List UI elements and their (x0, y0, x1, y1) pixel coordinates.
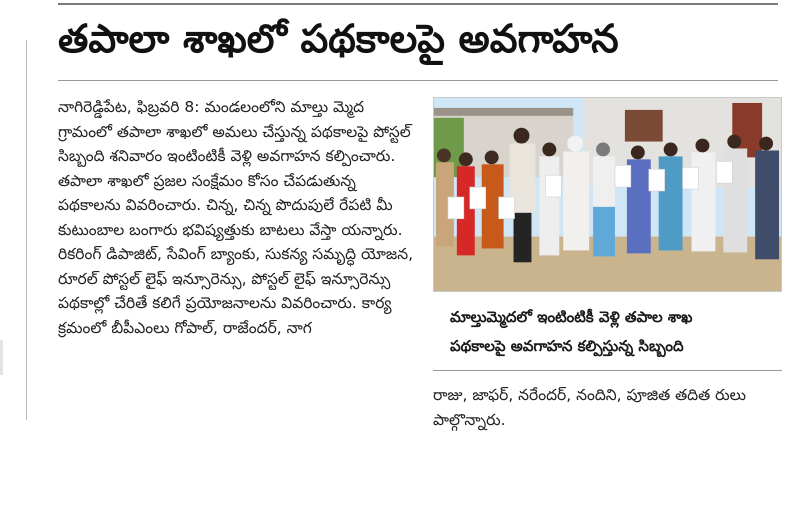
person-4-head (514, 128, 530, 144)
leaflet-5 (615, 165, 631, 187)
caption-line-1: మాల్తుమ్మెదలో ఇంటింటికీ వెళ్లి తపాల శాఖ (450, 308, 693, 326)
leaflet-6 (649, 169, 665, 191)
article-body-right: రాజు, జాఫర్, నరేందర్, నందిని, పూజిత తదిత రులు పాల్గొన్నారు. (433, 386, 747, 429)
caption-line-2: పథకాలపై అవగాహన కల్పిస్తున్న సిబ్బంది (450, 337, 684, 355)
article-body-left (58, 95, 421, 340)
top-rule (58, 3, 778, 5)
photo-window (625, 110, 663, 142)
leaflet-8 (716, 161, 732, 183)
headline: తపాలా శాఖలో పథకాలపై అవగాహన (58, 17, 619, 62)
photo-caption (450, 303, 780, 361)
leaflet-2 (470, 187, 486, 209)
person-9-head (664, 143, 678, 157)
headline-rule (58, 80, 778, 81)
leaflet-1 (448, 197, 464, 219)
photo-roof (434, 108, 573, 116)
adjacent-column-fragment (0, 340, 3, 375)
person-7-lungi (593, 207, 615, 256)
person-5-head (542, 143, 556, 157)
column-divider (26, 40, 27, 420)
person-1-head (437, 148, 451, 162)
person-8-head (631, 146, 645, 160)
person-12-head (759, 137, 773, 151)
news-photo (433, 97, 782, 292)
person-10-head (695, 139, 709, 153)
leaflet-3 (499, 197, 515, 219)
leaflet-4 (545, 175, 561, 197)
person-7-head (596, 143, 610, 157)
person-6-head (567, 136, 583, 152)
person-11-head (727, 135, 741, 149)
person-4-legs (514, 213, 532, 262)
body-paragraph-left: నాగిరెడ్డిపేట, ఫిబ్రవరి 8: మండలంలోని మాల్తు మ్మెద గ్రామంలో తపాలా శాఖలో అమలు చేస్తున్న పథకాలపై పోస్టల్ సిబ్బంది శనివారం ఇంటింటికీ వెళ్లి అవగాహన కల్పించారు. తపాలా శాఖలో ప్రజల సంక్షేమం కోసం చేపడుతున్న పథకాలను వివరించారు. చిన్న, చిన్న పొదుపులే రేపటి మీ కుటుంబాల బంగారు భవిష్యత్తుకు బాటలు వేస్తా యన్నారు. రికరింగ్ డిపాజిట్, సేవింగ్ బ్యాంకు, సుకన్య సమృద్ధి యోజన, రూరల్ పోస్టల్ లైఫ్ ఇన్సూరెన్సు, పోస్టల్ లైఫ్ ఇన్సూరెన్సు పథకాల్లో చేరితే కలిగే ప్రయోజనాలను వివరించారు. కార్య క్రమంలో బీపీఎంలు గోపాల్, రాజేందర్, నాగ (58, 98, 414, 337)
person-6-body (563, 151, 589, 250)
person-12-body (755, 150, 779, 259)
leaflet-7 (683, 167, 699, 189)
person-3-head (485, 150, 499, 164)
person-2-head (459, 152, 473, 166)
caption-rule (433, 370, 782, 371)
person-5-body (539, 156, 559, 255)
